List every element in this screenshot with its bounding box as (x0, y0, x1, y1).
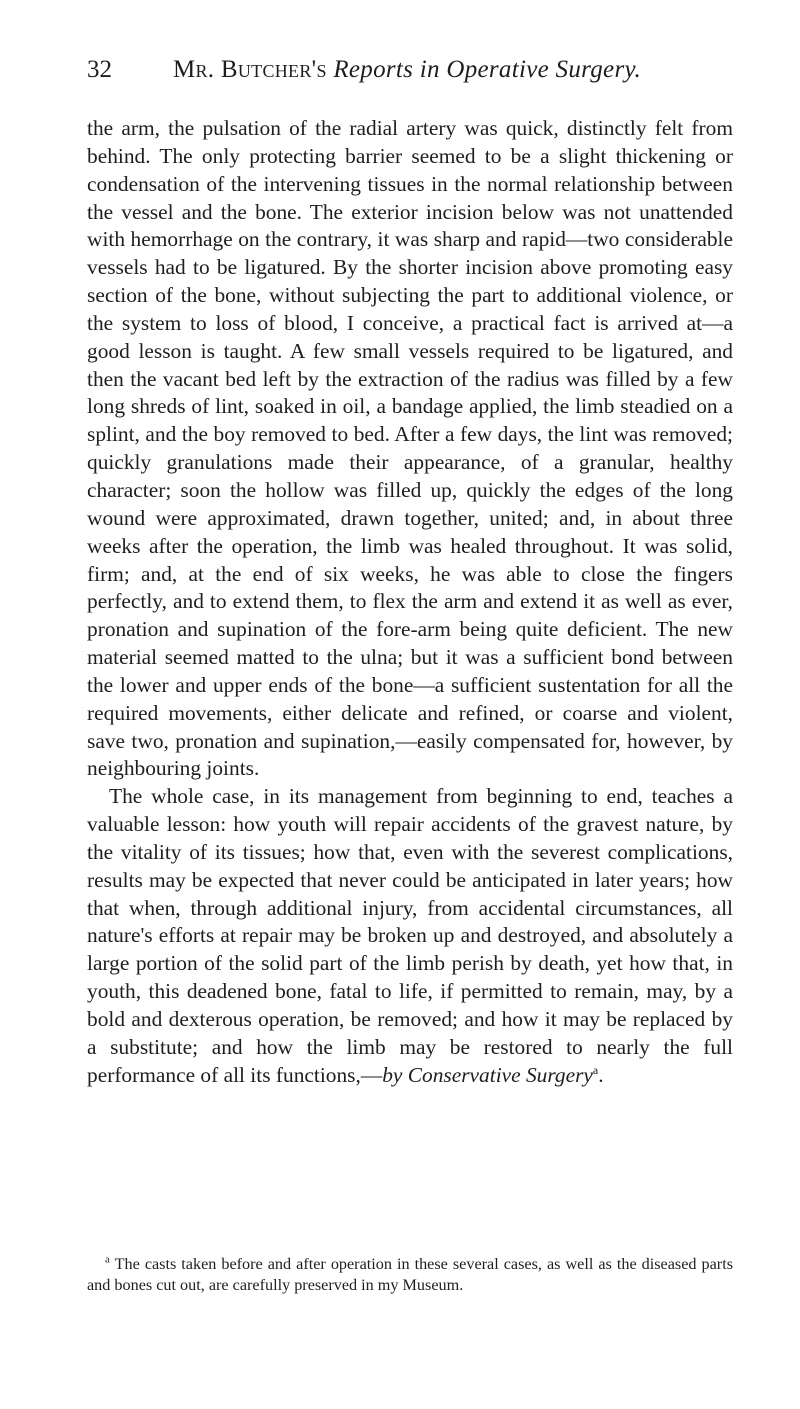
page-number: 32 (87, 56, 112, 83)
paragraph-2 (87, 783, 733, 1089)
paragraph-2-end: . (598, 1062, 604, 1087)
running-title-author: Mr. Butcher's (172, 56, 327, 83)
footnote-text: The casts taken before and after operation in these several cases, as well as the diseased parts and bones cut out, are carefully preserved in my Museum. (87, 1255, 733, 1294)
footnote-reference: a (592, 1062, 599, 1077)
paragraph-2-main: The whole case, in its management from beginning to end, teaches a valuable lesson: how youth will repair accidents of the gravest nature, by the vitality of its tissues; how that, even with the severest complications, results may be expected that never could be anticipated in later years; how that when, through additional injury, from accidental circumstances, all nature's efforts at repair may be broken up and destroyed, and absolutely a large portion of the solid part of the limb perish by death, yet how that, in youth, this deadened bone, fatal to life, if permitted to remain, may, by a bold and dexterous operation, be removed; and how it may be replaced by a substitute; and how the limb may be restored to nearly the full performance of all its functions,— (87, 784, 733, 1087)
running-head (87, 52, 727, 88)
footnote (87, 1254, 733, 1296)
paragraph-2-italic: by Conservative Surgery (382, 1062, 593, 1087)
footnote-marker: a (105, 1253, 110, 1266)
paragraph-1: the arm, the pulsation of the radial artery was quick, distinctly felt from behind. The only protecting barrier seemed to be a slight thickening or condensation of the intervening tissues in the normal relationship between the vessel and the bone. The exterior incision below was not unattended with hemorrhage on the contrary, it was sharp and rapid—two considerable vessels had to be ligatured. By the shorter incision above promoting easy section of the bone, without subjecting the part to additional violence, or the system to loss of blood, I conceive, a practical fact is arrived at—a good lesson is taught. A few small vessels required to be ligatured, and then the vacant bed left by the extraction of the radius was filled by a few long shreds of lint, soaked in oil, a bandage applied, the limb steadied on a splint, and the boy removed to bed. After a few days, the lint was removed; quickly granulations made their appearance, of a granular, healthy character; soon the hollow was filled up, quickly the edges of the long wound were approximated, drawn together, united; and, in about three weeks after the operation, the limb was healed throughout. It was solid, firm; and, at the end of six weeks, he was able to close the fingers perfectly, and to extend them, to flex the arm and extend it as well as ever, pronation and supination of the fore-arm being quite deficient. The new material seemed matted to the ulna; but it was a sufficient bond between the lower and upper ends of the bone—a sufficient sustentation for all the required movements, either delicate and refined, or coarse and violent, save two, pronation and supination,—easily compensated for, however, by neighbouring joints. (87, 116, 733, 781)
body-text (87, 115, 733, 1090)
running-title-italic: Reports in Operative Surgery. (333, 56, 642, 83)
running-title (87, 52, 727, 88)
